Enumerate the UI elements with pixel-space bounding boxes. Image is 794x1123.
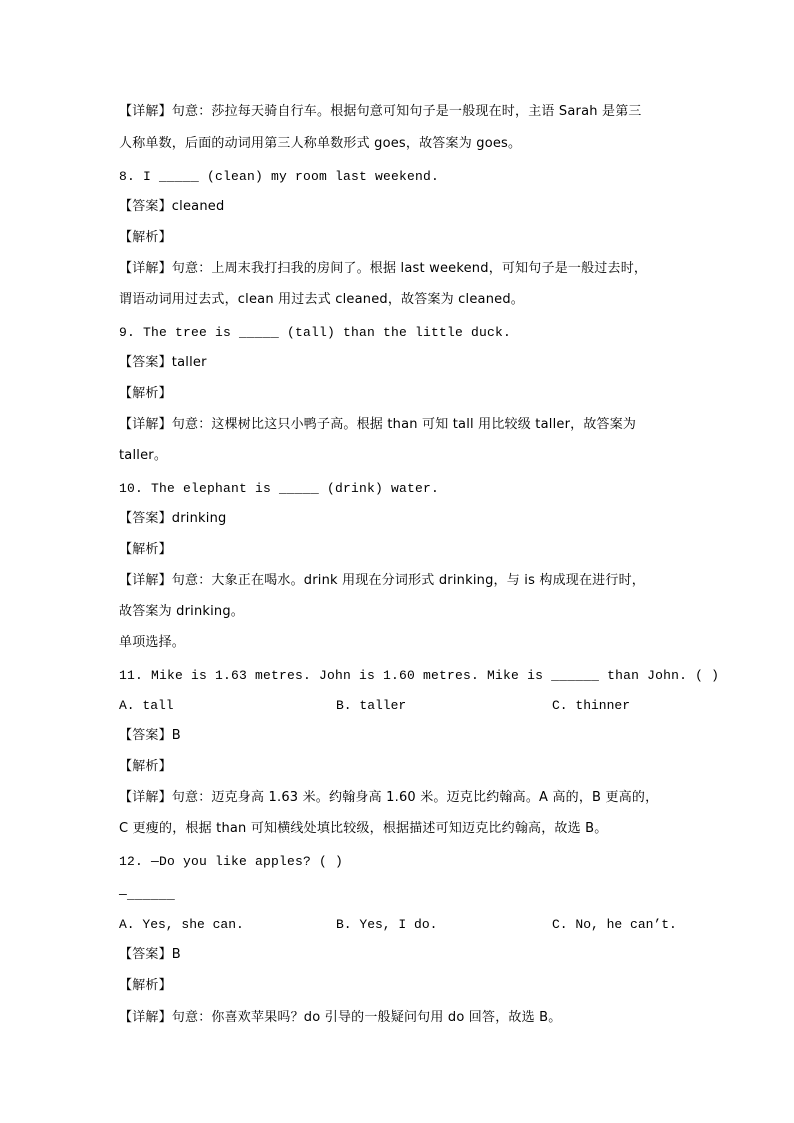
explanation-9-line-2: taller。 bbox=[119, 448, 168, 463]
explanation-11-line-1: 【详解】句意：迈克身高 1.63 米。约翰身高 1.60 米。迈克比约翰高。A 高的，B 更高的， bbox=[119, 790, 659, 805]
option-12-a: A. Yes, she can. bbox=[119, 917, 244, 932]
explanation-8-line-2: 谓语动词用过去式，clean 用过去式 cleaned，故答案为 cleaned。 bbox=[119, 292, 524, 307]
explanation-8-line-1: 【详解】句意：上周末我打扫我的房间了。根据 last weekend，可知句子是一般过去时， bbox=[119, 261, 648, 276]
analysis-label-9: 【解析】 bbox=[119, 386, 172, 401]
question-12: 12. —Do you like apples? ( ) bbox=[119, 854, 344, 869]
option-11-c: C. thinner bbox=[552, 698, 631, 713]
answer-12: 【答案】B bbox=[119, 947, 181, 962]
question-10: 10. The elephant is _____ (drink) water. bbox=[119, 481, 440, 496]
explanation-line: 【详解】句意：莎拉每天骑自行车。根据句意可知句子是一般现在时，主语 Sarah 是第三 bbox=[119, 104, 642, 119]
option-11-a: A. tall bbox=[119, 698, 174, 713]
explanation-12-line-1: 【详解】句意：你喜欢苹果吗？do 引导的一般疑问句用 do 回答，故选 B。 bbox=[119, 1010, 562, 1025]
answer-9: 【答案】taller bbox=[119, 355, 207, 370]
option-12-c: C. No, he can’t. bbox=[552, 917, 677, 932]
question-11: 11. Mike is 1.63 metres. John is 1.60 metres. Mike is ______ than John. ( ) bbox=[119, 668, 720, 683]
question-12-reply: —______ bbox=[119, 887, 176, 902]
analysis-label-11: 【解析】 bbox=[119, 759, 172, 774]
question-8: 8. I _____ (clean) my room last weekend. bbox=[119, 169, 440, 184]
explanation-10-line-2: 故答案为 drinking。 bbox=[119, 604, 245, 619]
question-9: 9. The tree is _____ (tall) than the little duck. bbox=[119, 325, 512, 340]
analysis-label-10: 【解析】 bbox=[119, 542, 172, 557]
explanation-10-line-1: 【详解】句意：大象正在喝水。drink 用现在分词形式 drinking，与 is 构成现在进行时， bbox=[119, 573, 645, 588]
section-heading: 单项选择。 bbox=[119, 635, 186, 650]
explanation-line: 人称单数，后面的动词用第三人称单数形式 goes，故答案为 goes。 bbox=[119, 136, 522, 151]
answer-8: 【答案】cleaned bbox=[119, 199, 225, 214]
analysis-label-12: 【解析】 bbox=[119, 978, 172, 993]
analysis-label-8: 【解析】 bbox=[119, 230, 172, 245]
answer-11: 【答案】B bbox=[119, 728, 181, 743]
option-11-b: B. taller bbox=[336, 698, 407, 713]
option-12-b: B. Yes, I do. bbox=[336, 917, 438, 932]
answer-10: 【答案】drinking bbox=[119, 511, 227, 526]
explanation-9-line-1: 【详解】句意：这棵树比这只小鸭子高。根据 than 可知 tall 用比较级 taller，故答案为 bbox=[119, 417, 637, 432]
explanation-11-line-2: C 更瘦的，根据 than 可知横线处填比较级，根据描述可知迈克比约翰高，故选 B。 bbox=[119, 821, 608, 836]
